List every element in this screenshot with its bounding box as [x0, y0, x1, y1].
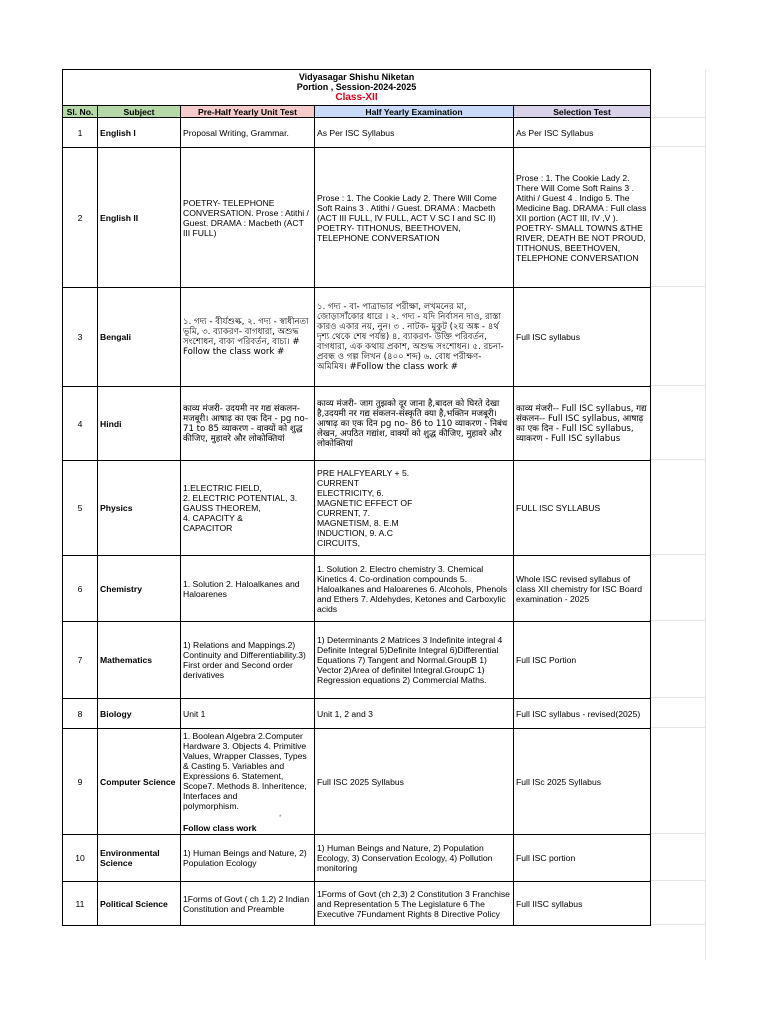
grid-line: [649, 286, 705, 287]
half-yearly-cell: 1) Human Beings and Nature, 2) Population Ecology, 3) Conservation Ecology, 4) Pollution monitoring: [315, 835, 514, 882]
table-row: [63, 461, 651, 556]
sl-cell: 8: [63, 699, 98, 729]
table-row: [63, 288, 651, 387]
grid-line: [649, 117, 705, 118]
grid-line: [649, 385, 705, 386]
class-label: Class-XII: [335, 92, 378, 103]
selection-cell: Full ISc 2025 Syllabus: [514, 729, 651, 835]
pre-half-cell: 1. Solution 2. Haloalkanes and Haloarenes: [181, 556, 315, 622]
half-yearly-cell: ১. গদ্য - বা- পাত্রাভার পরীক্ষা, লখমনের মা, জোড়াসাঁকোর ধারে । ২. গদ্য - যদি নির্বাসন দাও, রাস্তা কারও একার নয়, নুন। ৩ . নাটক- মুকুট (২য় অঙ্ক - ৪র্থ দৃশ্য থেকে শেষ পর্যন্ত) ৪. ব্যাকরণ- উক্তি পরিবর্তন, বাগধারা, এক কথায় প্রকাশ, অশুদ্ধ সংশোধন। ৫. রচনা- প্রবন্ধ ও গল্প লিখন (৪০০ শব্দ) ৬. বোধ পরীক্ষণ-অমিমিষ। #Follow the class work #: [315, 288, 514, 387]
pre-half-cell: 1) Relations and Mappings.2) Continuity and Differentiability.3) First order and Second order derivatives: [181, 622, 315, 699]
table-row: [63, 622, 651, 699]
sl-cell: 2: [63, 148, 98, 288]
selection-cell: Prose : 1. The Cookie Lady 2. There Will Come Soft Rains 3 . Atithi / Guest 4 . Indigo 5. The Medicine Bag. DRAMA : Full class XII portion (ACT III, IV ,V ). POETRY- SMALL TOWNS &THE RIVER, DEATH BE NOT PROUD, TITHONUS, BEETHOVEN, TELEPHONE CONVERSATION: [514, 148, 651, 288]
grid-line: [649, 833, 705, 834]
subject-cell: Biology: [98, 699, 181, 729]
sl-cell: 11: [63, 882, 98, 926]
grid-line: [705, 69, 706, 959]
table-title: [63, 70, 651, 106]
half-yearly-cell: 1) Determinants 2 Matrices 3 Indefinite integral 4 Definite Integral 5)Definite Integral 6)Differential Equations 7) Tangent and Normal.GroupB 1) Vector 2)Area of definitel Integral.GroupC 1) Regression equations 2) Commercial Maths.: [315, 622, 514, 699]
selection-cell: Whole ISC revised syllabus of class XII chemistry for ISC Board examination - 2025: [514, 556, 651, 622]
header-selection-test: Selection Test: [514, 106, 651, 118]
table-row: [63, 556, 651, 622]
sl-cell: 9: [63, 729, 98, 835]
subject-cell: Environmental Science: [98, 835, 181, 882]
header-pre-half-yearly: Pre-Half Yearly Unit Test: [181, 106, 315, 118]
sl-cell: 6: [63, 556, 98, 622]
grid-line: [649, 554, 705, 555]
pre-half-cell: [181, 729, 315, 835]
subject-cell: Bengali: [98, 288, 181, 387]
subject-cell: Chemistry: [98, 556, 181, 622]
half-yearly-cell: Unit 1, 2 and 3: [315, 699, 514, 729]
sl-cell: 3: [63, 288, 98, 387]
half-yearly-cell: As Per ISC Syllabus: [315, 118, 514, 148]
half-yearly-cell: 1Forms of Govt (ch 2,3) 2 Constitution 3 Franchise and Representation 5 The Legislature 6 The Executive 7Fundament Rights 8 Directive Policy: [315, 882, 514, 926]
half-yearly-cell: PRE HALFYEARLY + 5. CURRENT ELECTRICITY, 6. MAGNETIC EFFECT OF CURRENT, 7. MAGNETISM, 8. E.M INDUCTION, 9. A.C CIRCUITS,: [315, 461, 514, 556]
grid-line: [649, 880, 705, 881]
selection-cell: As Per ISC Syllabus: [514, 118, 651, 148]
half-yearly-cell: 1. Solution 2. Electro chemistry 3. Chemical Kinetics 4. Co-ordination compounds 5. Haloalkanes and Haloarenes 6. Alcohols, Phenols and Ethers 7. Aldehydes, Ketones and Carboxylic acids: [315, 556, 514, 622]
table-row: [63, 148, 651, 288]
subject-cell: English I: [98, 118, 181, 148]
session-label: Portion , Session-2024-2025: [296, 82, 417, 92]
header-sl-no: Sl. No.: [63, 106, 98, 118]
subject-cell: Political Science: [98, 882, 181, 926]
grid-line: [649, 146, 705, 147]
subject-cell: Physics: [98, 461, 181, 556]
follow-class-work-note: Follow class work: [183, 822, 257, 833]
pre-half-cell: 1Forms of Govt ( ch 1.2) 2 Indian Constitution and Preamble: [181, 882, 315, 926]
selection-cell: Full ISC syllabus: [514, 288, 651, 387]
sl-cell: 4: [63, 387, 98, 461]
sl-cell: 5: [63, 461, 98, 556]
table-row: [63, 118, 651, 148]
asterisk-icon: *: [279, 814, 282, 821]
selection-cell: Full ISC syllabus - revised(2025): [514, 699, 651, 729]
table-row: [63, 729, 651, 835]
header-half-yearly: Half Yearly Examination: [315, 106, 514, 118]
subject-cell: English II: [98, 148, 181, 288]
selection-cell: Full ISC Portion: [514, 622, 651, 699]
selection-cell: काव्य मंजरी-- Full ISC syllabus, गद्य संकलन-- Full ISC syllabus, आषाढ़ का एक दिन - Full ISC syllabus, व्याकरण - Full ISC syllabus: [514, 387, 651, 461]
half-yearly-cell: Prose : 1. The Cookie Lady 2. There Will Come Soft Rains 3 . Atithi / Guest. DRAMA : Macbeth (ACT III FULL, IV FULL, ACT V SC I and SC II) POETRY- TITHONUS, BEETHOVEN, TELEPHONE CONVERSATION: [315, 148, 514, 288]
table-row: [63, 699, 651, 729]
half-yearly-cell: Full ISC 2025 Syllabus: [315, 729, 514, 835]
subject-cell: Hindi: [98, 387, 181, 461]
selection-cell: Full ISC portion: [514, 835, 651, 882]
pre-half-text: 1. Boolean Algebra 2.Computer Hardware 3. Objects 4. Primitive Values, Wrapper Classes, Types & Casting 5. Variables and Expressions 6. Statement, Scope7. Methods 8. Inheritence, Interfaces and polymorphism.: [183, 730, 307, 811]
pre-half-cell: Proposal Writing, Grammar.: [181, 118, 315, 148]
portion-table: [62, 69, 651, 926]
table-row: [63, 882, 651, 926]
pre-half-cell: POETRY- TELEPHONE CONVERSATION. Prose : Atithi / Guest. DRAMA : Macbeth (ACT III FULL): [181, 148, 315, 288]
half-yearly-cell: काव्य मंजरी- जाग तुझको दूर जाना है,बादल को घिरते देखा है,उदयमी नर गद्य संकलन-संस्कृति क्या है,भक्तिन मजबूरी। आषाढ़ का एक दिन pg no- 86 to 110 व्याकरण - निबंध लेखन, अपठित गद्यांश, वाक्यों को शुद्ध कीजिए, मुहावरे और लोकोक्तियां: [315, 387, 514, 461]
grid-line: [649, 727, 705, 728]
pre-half-cell: काव्य मंजरी- उदयमी नर गद्य संकलन- मजबूरी। आषाढ़ का एक दिन - pg no- 71 to 85 व्याकरण - वाक्यों को शुद्ध कीजिए, मुहावरे और लोकोक्तियां: [181, 387, 315, 461]
pre-half-cell: ১. গদ্য - বীর্যশুল্ক, ২. গদ্য - স্বাধীনতা ভূমি, ৩. ব্যাকরণ- বাগধারা, অশুদ্ধ সংশোধন, বাক্য পরিবর্তন, বাচ্য। # Follow the class work #: [181, 288, 315, 387]
grid-line: [649, 459, 705, 460]
pre-half-cell: 1) Human Beings and Nature, 2) Population Ecology: [181, 835, 315, 882]
header-row: [63, 106, 651, 118]
pre-half-cell: Unit 1: [181, 699, 315, 729]
header-subject: Subject: [98, 106, 181, 118]
grid-line: [649, 697, 705, 698]
selection-cell: FULL ISC SYLLABUS: [514, 461, 651, 556]
grid-line: [649, 924, 705, 925]
subject-cell: Computer Science: [98, 729, 181, 835]
grid-line: [649, 620, 705, 621]
sl-cell: 1: [63, 118, 98, 148]
table-row: [63, 835, 651, 882]
sl-cell: 7: [63, 622, 98, 699]
selection-cell: Full IISC syllabus: [514, 882, 651, 926]
school-name: Vidyasagar Shishu Niketan: [298, 72, 415, 82]
pre-half-cell: 1.ELECTRIC FIELD, 2. ELECTRIC POTENTIAL, 3. GAUSS THEOREM, 4. CAPACITY & CAPACITOR: [181, 461, 315, 556]
table-row: [63, 387, 651, 461]
subject-cell: Mathematics: [98, 622, 181, 699]
sl-cell: 10: [63, 835, 98, 882]
